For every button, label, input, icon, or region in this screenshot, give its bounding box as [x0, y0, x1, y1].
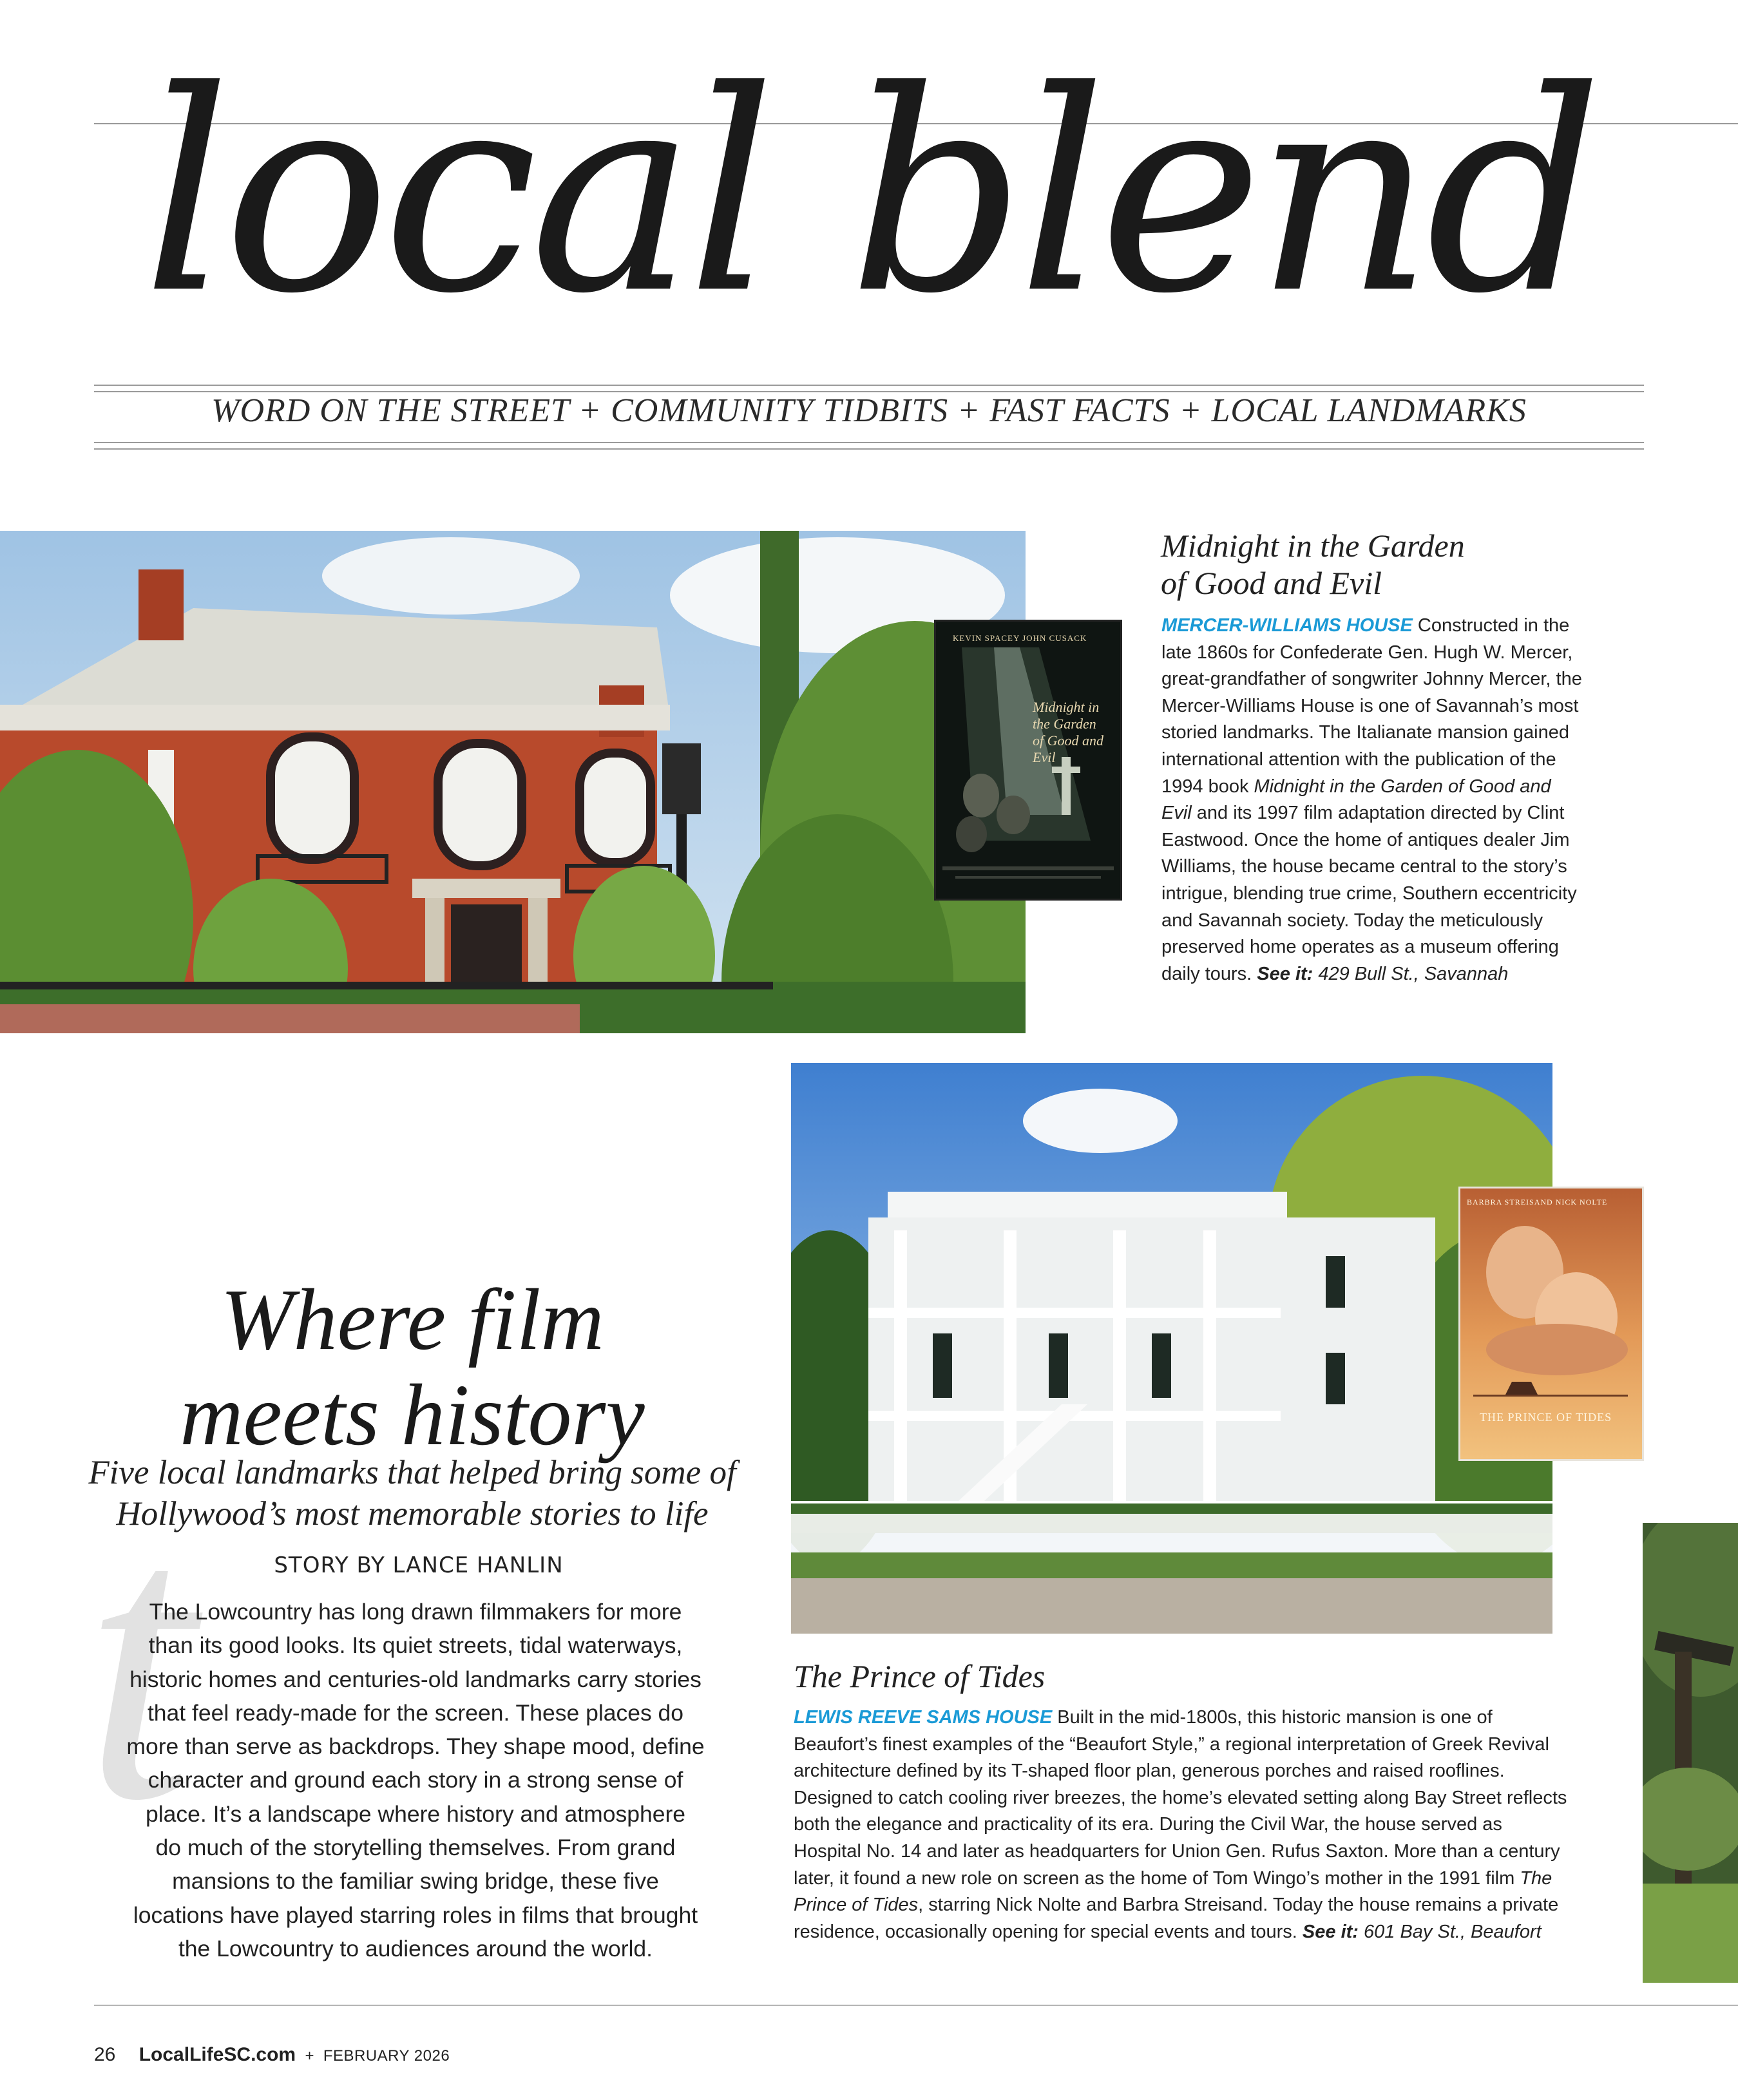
- section1-kicker: MERCER-WILLIAMS HOUSE: [1161, 615, 1413, 636]
- section2-line-1: LEWIS REEVE SAMS HOUSE Built in the mid-1800s, this historic mansion is one of: [794, 1707, 1493, 1728]
- intro-line: place. It’s a landscape where history and atmosphere: [145, 1800, 686, 1827]
- masthead-rule-lower-2: [94, 448, 1644, 450]
- poster2-cast-text: BARBRA STREISAND NICK NOLTE: [1467, 1198, 1608, 1207]
- section1-line-2: late 1860s for Confederate Gen. Hugh W. Mercer,: [1161, 642, 1573, 663]
- headline-line2: meets history: [180, 1367, 645, 1464]
- intro-line: mansions to the familiar swing bridge, these five: [172, 1868, 659, 1895]
- intro-line: locations have played starring roles in films that brought: [133, 1902, 698, 1928]
- page-footer: [94, 2042, 450, 2069]
- section2-line-9: residence, occasionally opening for special events and tours. See it: 601 Bay St., Beaufort: [794, 1921, 1542, 1942]
- intro-line: that feel ready-made for the screen. These places do: [147, 1699, 684, 1726]
- poster-cast-text: KEVIN SPACEY JOHN CUSACK: [953, 633, 1087, 643]
- lewis-reeve-sams-house-photo: [791, 1063, 1552, 1634]
- section1-line-14: daily tours. See it: 429 Bull St., Savannah: [1161, 963, 1509, 984]
- section1-title: [1161, 527, 1465, 602]
- issue-date: FEBRUARY 2026: [323, 2047, 450, 2065]
- section2-line-5: both the elegance and practicality of its era. During the Civil War, the house served as: [794, 1814, 1502, 1835]
- masthead-rule-lower-1: [94, 442, 1644, 443]
- section1-line-4: Mercer-Williams House is one of Savannah’s most: [1161, 695, 1579, 716]
- book-title: Midnight in the Garden of Good and: [1254, 776, 1551, 797]
- masthead-rule-upper-1: [94, 385, 1644, 386]
- section1-line-12: and Savannah society. Today the meticulously: [1161, 910, 1543, 931]
- drop-cap: t: [84, 1441, 195, 1883]
- poster-title-text: Midnight in the Garden of Good and Evil: [1033, 699, 1103, 765]
- dek-line2: Hollywood’s most memorable stories to life: [116, 1495, 709, 1532]
- section1-address: 429 Bull St., Savannah: [1313, 963, 1509, 984]
- section1-title-line2: of Good and Evil: [1161, 565, 1382, 601]
- section2-title: The Prince of Tides: [794, 1658, 1046, 1694]
- dek-line1: Five local landmarks that helped bring some of: [88, 1454, 736, 1491]
- mercer-williams-house-photo: [0, 531, 1026, 1033]
- page-number: 26: [94, 2044, 116, 2065]
- masthead-title: local blend: [142, 32, 1596, 354]
- intro-line: do much of the storytelling themselves. From grand: [155, 1835, 676, 1861]
- section1-see-it-label: See it:: [1257, 963, 1313, 984]
- section1-line-11: intrigue, blending true crime, Southern eccentricity: [1161, 883, 1577, 904]
- section1-body: [1161, 613, 1651, 988]
- section1-line-8: Evil and its 1997 film adaptation directed by Clint: [1161, 803, 1565, 824]
- section1-line-7: 1994 book Midnight in the Garden of Good and: [1161, 776, 1551, 797]
- intro-line: The Lowcountry has long drawn filmmakers for more: [149, 1599, 682, 1625]
- section2-line-4: Designed to catch cooling river breezes, the home’s elevated setting along Bay Street reflects: [794, 1787, 1567, 1808]
- section1-line-5: storied landmarks. The Italianate mansion gained: [1161, 722, 1570, 743]
- midnight-garden-movie-poster: [934, 620, 1122, 901]
- film-title: The: [1520, 1867, 1552, 1889]
- prince-of-tides-movie-poster: [1458, 1187, 1644, 1461]
- footer-rule: [94, 2005, 1738, 2006]
- section1-line-10: Williams, the house became central to the story’s: [1161, 856, 1567, 877]
- intro-line: historic homes and centuries-old landmarks carry stories: [129, 1666, 702, 1692]
- intro-line: than its good looks. Its quiet streets, tidal waterways,: [148, 1632, 683, 1659]
- section2-address: 601 Bay St., Beaufort: [1358, 1921, 1542, 1942]
- section1-title-line1: Midnight in the Garden: [1161, 528, 1465, 564]
- section2-line-8: Prince of Tides, starring Nick Nolte and Barbra Streisand. Today the house remains a private: [794, 1895, 1559, 1916]
- section2-line-7: later, it found a new role on screen as the home of Tom Wingo’s mother in the 1991 film The: [794, 1867, 1552, 1889]
- section1-line-1: MERCER-WILLIAMS HOUSE Constructed in the: [1161, 615, 1570, 636]
- section2-line-6: Hospital No. 14 and later as headquarters for Union Gen. Rufus Saxton. More than a century: [794, 1840, 1560, 1862]
- section1-line-13: preserved home operates as a museum offering: [1161, 937, 1559, 958]
- section2-body: [794, 1704, 1580, 1945]
- masthead-subtitle: WORD ON THE STREET + COMMUNITY TIDBITS + FAST FACTS + LOCAL LANDMARKS: [211, 392, 1527, 429]
- section2-kicker: LEWIS REEVE SAMS HOUSE: [794, 1707, 1053, 1728]
- oak-tree-landmark-photo: [1643, 1523, 1738, 1983]
- section1-line-9: Eastwood. Once the home of antiques dealer Jim: [1161, 829, 1570, 850]
- intro-line: the Lowcountry to audiences around the world.: [178, 1935, 653, 1962]
- article-headline: [90, 1272, 734, 1463]
- section2-line-2: Beaufort’s finest examples of the “Beaufort Style,” a regional interpretation of Greek Revival: [794, 1733, 1549, 1755]
- article-intro: [93, 1595, 738, 1965]
- footer-separator: +: [305, 2047, 314, 2065]
- poster2-title-text: THE PRINCE OF TIDES: [1480, 1411, 1612, 1424]
- section1-line-6: international attention with the publication of the: [1161, 749, 1556, 770]
- article-byline: STORY BY LANCE HANLIN: [274, 1552, 564, 1578]
- site-link[interactable]: LocalLifeSC.com: [138, 2044, 296, 2065]
- intro-line: more than serve as backdrops. They shape mood, define: [126, 1733, 705, 1760]
- section2-see-it-label: See it:: [1302, 1921, 1359, 1942]
- section2-line-3: architecture defined by its T-shaped floor plan, generous porches and raised rooflines.: [794, 1761, 1505, 1782]
- headline-line1: Where film: [220, 1272, 604, 1368]
- intro-line: character and ground each story in a strong sense of: [148, 1767, 683, 1793]
- section1-line-3: great-grandfather of songwriter Johnny Mercer, the: [1161, 669, 1582, 690]
